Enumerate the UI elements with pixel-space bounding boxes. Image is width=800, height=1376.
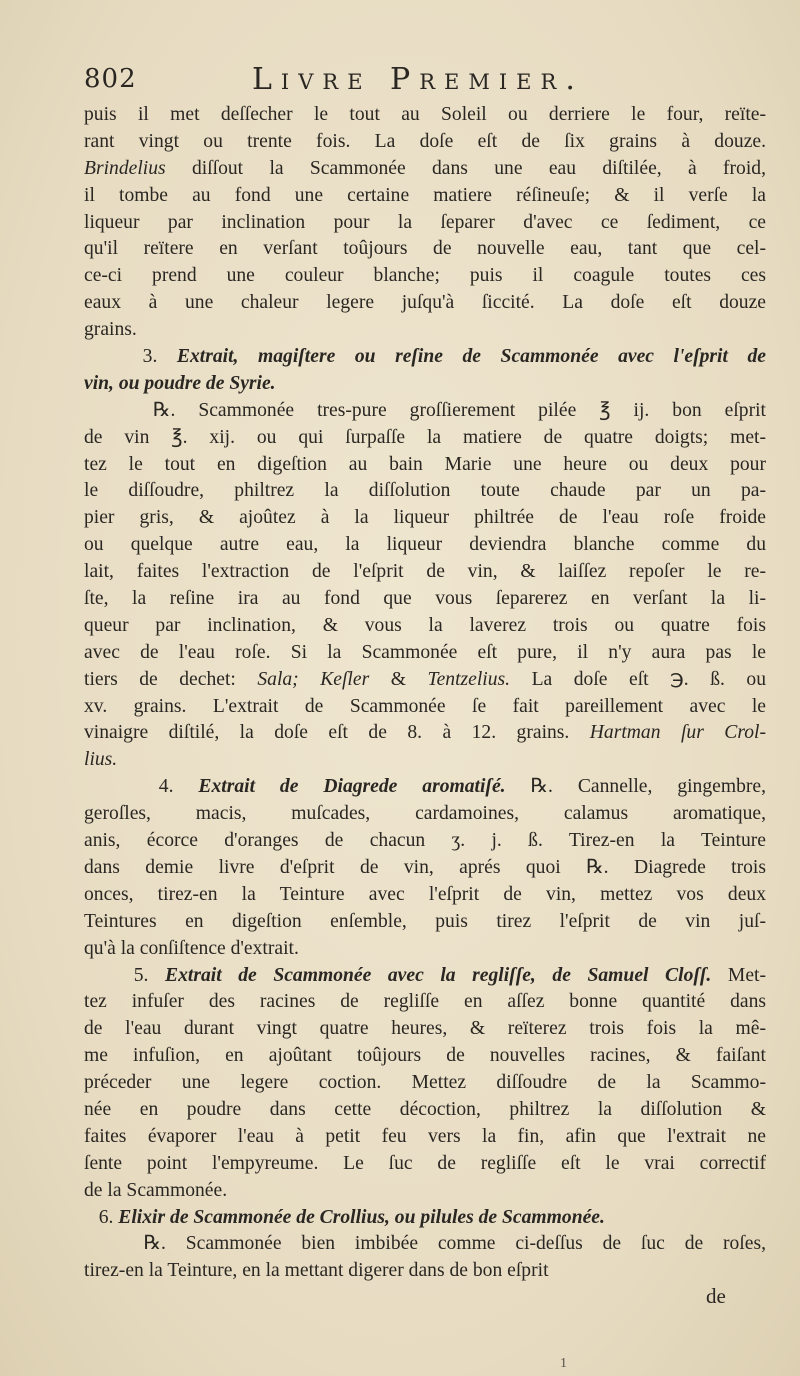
item-heading: Extrait, magiſtere ou reſine de Scammonée avec l'eſprit de [176,346,766,368]
text-line: dans demie livre d'eſprit de vin, aprés quoi ℞. Diagrede trois [84,856,766,878]
text-line: puis il met deſſecher le tout au Soleil ou derriere le four, reïte- [84,104,766,125]
running-title: Livre Premier. [252,62,584,97]
italic-name: Brindelius [84,157,166,179]
text-line: ſente point l'empyreume. Le ſuc de regliſſe eſt le vrai correctif [84,1152,766,1174]
text-line: 3. Extrait, magiſtere ou reſine de Scammonée avec l'eſprit de [84,346,766,368]
text-line: grains. [84,319,137,341]
body-text [84,102,766,1285]
text-line: née en poudre dans cette décoction, philtrez la diſſolution & [84,1098,766,1120]
signature-mark: 1 [560,1356,567,1371]
text-line: ce-ci prend une couleur blanche; puis il coagule toutes ces [84,265,766,287]
text-line: liqueur par inclination pour la ſeparer d'avec ce ſediment, ce [84,211,766,233]
text-line: tez le tout en digeſtion au bain Marie une heure ou deux pour [84,453,766,475]
text-line: queur par inclination, & vous la laverez trois ou quatre fois [84,614,766,636]
text-line: 6. Elixir de Scammonée de Crollius, ou pilules de Scammonée. [84,1206,605,1228]
text-line [84,747,766,774]
text-line: Teintures en digeſtion enſemble, puis tirez l'eſprit de vin juſ- [84,910,766,932]
text-line: qu'il reïtere en verſant toûjours de nouvelle eau, tant que cel- [84,238,766,260]
text-line: de l'eau durant vingt quatre heures, & reïterez trois fois la mê- [84,1018,766,1040]
item-heading: vin, ou poudre de Syrie. [84,372,276,394]
text-line: tez infuſer des racines de regliſſe en aſſez bonne quantité dans [84,991,766,1013]
text-line: me infuſion, en ajoûtant toûjours de nouvelles racines, & faiſant [84,1045,766,1067]
text-line: vinaigre diſtilé, la doſe eſt de 8. à 12. grains. Hartman ſur Crol- [84,722,766,744]
italic-name: lius. [84,749,118,771]
text-line: tirez-en la Teinture, en la mettant digerer dans de bon eſprit [84,1260,549,1282]
text-line: préceder une legere coction. Mettez diſſoudre de la Scammo- [84,1072,766,1094]
text-line: geroſles, macis, muſcades, cardamoines, calamus aromatique, [84,803,766,825]
text-line: lait, faites l'extraction de l'eſprit de vin, & laiſſez repoſer le re- [84,561,766,583]
text-line: de la Scammonée. [84,1179,228,1201]
text-line: Brindelius diſſout la Scammonée dans une eau diſtilée, à froid, [84,157,766,179]
text-line: ſte, la reſine ira au fond que vous ſeparerez en verſant la li- [84,588,766,610]
text-line: le diſſoudre, philtrez la diſſolution toute chaude par un pa- [84,480,766,502]
text-line: faites évaporer l'eau à petit feu vers la fin, afin que l'extrait ne [84,1125,766,1147]
page-number: 802 [84,64,137,94]
text-line: qu'à la conſiſtence d'extrait. [84,937,299,959]
item-heading: Extrait de Diagrede aromatiſé. [198,776,506,798]
text-line [84,371,766,398]
text-line: xv. grains. L'extrait de Scammonée ſe fait pareillement avec le [84,695,766,717]
item-heading: Elixir de Scammonée de Crollius, ou pilules de Scammonée. [118,1206,605,1228]
text-line: avec de l'eau roſe. Si la Scammonée eſt pure, il n'y aura pas le [84,641,766,663]
text-line: 4. Extrait de Diagrede aromatiſé. ℞. Cannelle, gingembre, [84,776,766,798]
text-line: onces, tirez-en la Teinture avec l'eſprit de vin, mettez vos deux [84,883,766,905]
text-line: eaux à une chaleur legere juſqu'à ſiccité. La doſe eſt douze [84,292,766,314]
text-line: 5. Extrait de Scammonée avec la regliſſe, de Samuel Cloſſ. Met- [84,964,766,986]
item-heading: Extrait de Scammonée avec la regliſſe, de Samuel Cloſſ. [165,964,712,986]
text-line: tiers de dechet: Sala; Keſler & Tentzelius. La doſe eſt ℈. ß. ou [84,668,766,690]
catchword: de [706,1284,726,1308]
italic-name: Hartman ſur Crol- [589,722,766,744]
page-header [84,62,764,102]
text-line: il tombe au fond une certaine matiere réſineuſe; & il verſe la [84,184,766,206]
text-line: anis, écorce d'oranges de chacun ʒ. j. ß. Tirez-en la Teinture [84,830,766,852]
text-line: ℞. Scammonée bien imbibée comme ci-deſſus de ſuc de roſes, [84,1233,766,1255]
text-line: rant vingt ou trente fois. La doſe eſt de ſix grains à douze. [84,130,766,152]
text-line: pier gris, & ajoûtez à la liqueur philtrée de l'eau roſe froide [84,507,766,529]
italic-name: Sala; Keſler [257,668,370,690]
text-line: ℞. Scammonée tres-pure groſſierement pilée ℥ ij. bon eſprit [84,399,766,421]
text-line: ou quelque autre eau, la liqueur deviendra blanche comme du [84,534,766,556]
italic-name: Tentzelius. [427,668,511,690]
text-line: de vin ℥. xij. ou qui ſurpaſſe la matiere de quatre doigts; met- [84,426,766,448]
